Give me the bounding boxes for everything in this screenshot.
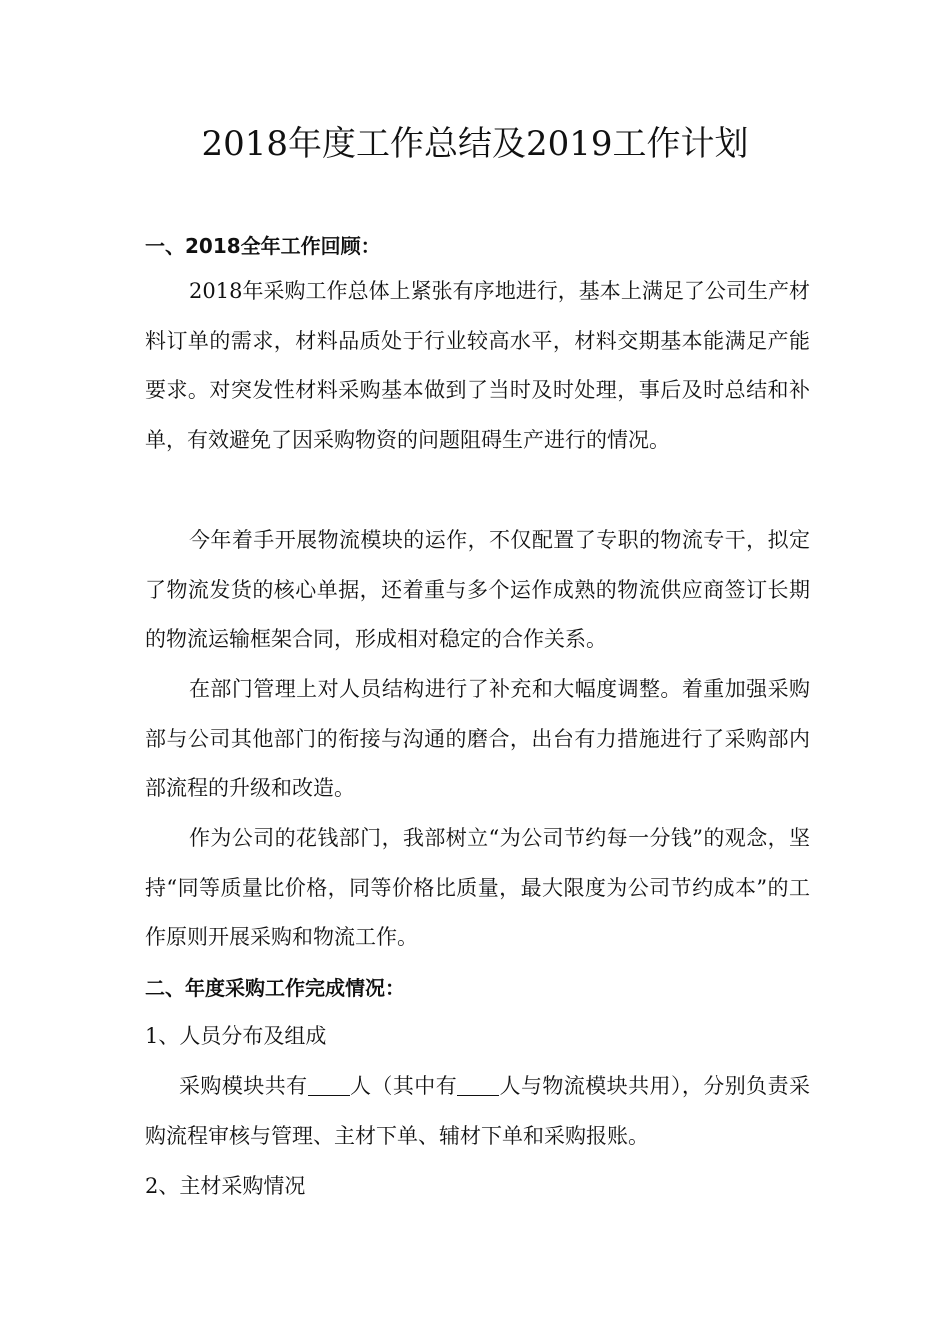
document-title: 2018年度工作总结及2019工作计划 xyxy=(201,124,749,164)
item2-heading: 2、主材采购情况 xyxy=(145,1174,306,1198)
section1-paragraph-4: 作为公司的花钱部门，我部树立“为公司节约每一分钱”的观念，坚持“同等质量比价格，同等价格比质量，最大限度为公司节约成本”的工作原则开展采购和物流工作。 xyxy=(145,826,810,949)
section1-paragraph-2: 今年着手开展物流模块的运作，不仅配置了专职的物流专干，拟定了物流发货的核心单据，还着重与多个运作成熟的物流供应商签订长期的物流运输框架合同，形成相对稳定的合作关系。 xyxy=(145,528,810,651)
section1-heading: 一、2018全年工作回顾： xyxy=(145,234,381,258)
item1-heading: 1、人员分布及组成 xyxy=(145,1024,327,1048)
item1-text-part3: 人与物流模块共用），分别负责采购流程审核与管理、主材下单、辅材下单和采购报账。 xyxy=(145,1074,811,1148)
item1-text-part2: 人（其中有 xyxy=(349,1074,458,1098)
blank-field-1 xyxy=(308,1074,350,1096)
item1-text-part1: 采购模块共有 xyxy=(179,1074,308,1098)
section1-paragraph-1: 2018年采购工作总体上紧张有序地进行，基本上满足了公司生产材料订单的需求，材料品质处于行业较高水平，材料交期基本能满足产能要求。对突发性材料采购基本做到了当时及时处理，事后及时总结和补单，有效避免了因采购物资的问题阻碍生产进行的情况。 xyxy=(145,279,810,452)
section2-heading: 二、年度采购工作完成情况： xyxy=(145,976,405,1000)
section1-paragraph-3: 在部门管理上对人员结构进行了补充和大幅度调整。着重加强采购部与公司其他部门的衔接与沟通的磨合，出台有力措施进行了采购部内部流程的升级和改造。 xyxy=(145,677,810,800)
item1-paragraph xyxy=(145,1062,810,1161)
blank-field-2 xyxy=(457,1074,499,1096)
